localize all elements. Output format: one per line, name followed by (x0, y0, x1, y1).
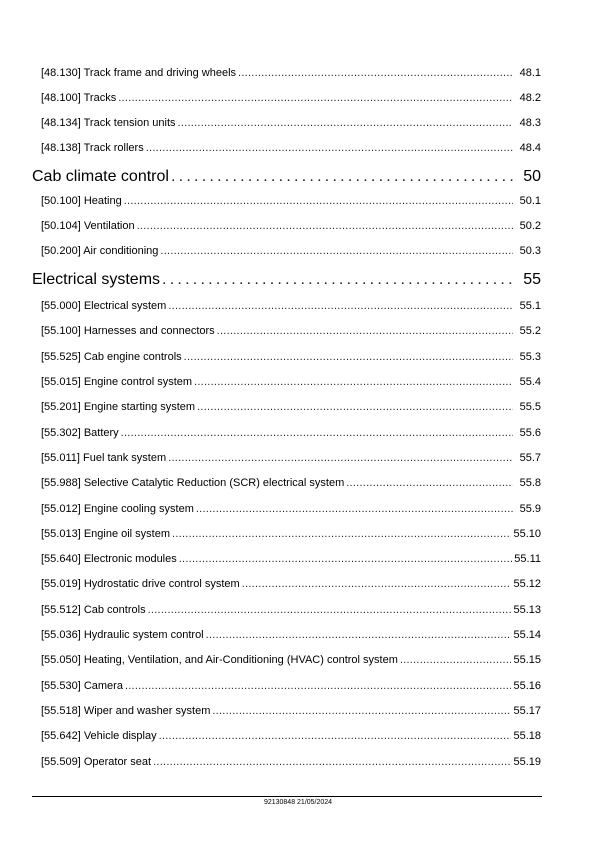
dot-leader (197, 401, 513, 413)
toc-entry-page: 55.18 (513, 730, 541, 742)
toc-section-label: Electrical systems (32, 271, 161, 288)
toc-entry[interactable] (41, 756, 541, 770)
toc-entry-page: 48.4 (519, 142, 541, 154)
toc-entry-page: 48.2 (519, 92, 541, 104)
toc-entry-page: 55.7 (519, 452, 541, 464)
toc-entry-page: 55.17 (513, 705, 541, 717)
toc-section[interactable] (32, 271, 541, 291)
toc-entry[interactable] (41, 401, 541, 415)
toc-entry[interactable] (41, 528, 541, 542)
dot-leader (184, 351, 513, 363)
toc-section-page: 55 (523, 271, 541, 288)
dot-leader (172, 528, 511, 540)
toc-entry-page: 55.2 (519, 325, 541, 337)
toc-entry-page: 48.1 (519, 67, 541, 79)
dot-leader (159, 730, 512, 742)
toc-entry[interactable] (41, 553, 541, 567)
toc-entry-label: [55.988] Selective Catalytic Reduction (SCR) electrical system (41, 477, 345, 489)
dot-leader (242, 578, 512, 590)
toc-entry-page: 55.14 (513, 629, 541, 641)
toc-entry-label: [55.302] Battery (41, 427, 119, 439)
toc-entry[interactable] (41, 67, 541, 81)
toc-entry[interactable] (41, 376, 541, 390)
toc-entry-page: 55.15 (513, 654, 541, 666)
toc-entry[interactable] (41, 142, 541, 156)
toc-entry-label: [55.512] Cab controls (41, 604, 146, 616)
toc-entry-page: 55.4 (519, 376, 541, 388)
toc-entry-label: [50.200] Air conditioning (41, 245, 159, 257)
toc-entry[interactable] (41, 220, 541, 234)
toc-entry-label: [55.100] Harnesses and connectors (41, 325, 215, 337)
toc-section[interactable] (32, 168, 541, 188)
toc-entry[interactable] (41, 92, 541, 106)
toc-entry[interactable] (41, 300, 541, 314)
toc-entry-page: 55.8 (519, 477, 541, 489)
toc-entry[interactable] (41, 629, 541, 643)
footer-document-id: 92130848 21/05/2024 (263, 799, 333, 806)
toc-entry[interactable] (41, 604, 541, 618)
toc-entry[interactable] (41, 245, 541, 259)
toc-entry-label: [55.012] Engine cooling system (41, 503, 194, 515)
dot-leader (168, 452, 513, 464)
toc-entry-label: [48.100] Tracks (41, 92, 117, 104)
toc-entry[interactable] (41, 503, 541, 517)
dot-leader (168, 300, 513, 312)
dot-leader (178, 117, 513, 129)
toc-entry-page: 55.12 (513, 578, 541, 590)
dot-leader (217, 325, 513, 337)
toc-entry-page: 55.10 (513, 528, 541, 540)
toc-entry-page: 48.3 (519, 117, 541, 129)
dot-leader (162, 271, 513, 289)
dot-leader (118, 92, 513, 104)
toc-entry[interactable] (41, 730, 541, 744)
toc-entry-page: 50.1 (519, 195, 541, 207)
toc-entry[interactable] (41, 117, 541, 131)
toc-entry-page: 55.19 (513, 756, 541, 768)
dot-leader (137, 220, 513, 232)
toc-entry-label: [55.509] Operator seat (41, 756, 152, 768)
toc-entry-label: [55.011] Fuel tank system (41, 452, 167, 464)
toc-entry-label: [50.100] Heating (41, 195, 122, 207)
toc-entry-page: 50.2 (519, 220, 541, 232)
dot-leader (148, 604, 512, 616)
toc-entry-label: [48.138] Track rollers (41, 142, 144, 154)
toc-entry[interactable] (41, 195, 541, 209)
toc-entry-label: [55.000] Electrical system (41, 300, 167, 312)
toc-entry-label: [55.015] Engine control system (41, 376, 193, 388)
toc-entry-page: 55.1 (519, 300, 541, 312)
toc-entry[interactable] (41, 578, 541, 592)
toc-entry-label: [55.201] Engine starting system (41, 401, 196, 413)
dot-leader (212, 705, 511, 717)
toc-entry[interactable] (41, 427, 541, 441)
dot-leader (206, 629, 512, 641)
dot-leader (194, 376, 513, 388)
toc-entry-label: [48.134] Track tension units (41, 117, 176, 129)
toc-entry[interactable] (41, 452, 541, 466)
dot-leader (171, 168, 513, 186)
dot-leader (146, 142, 513, 154)
toc-entry-page: 55.9 (519, 503, 541, 515)
dot-leader (400, 654, 512, 666)
dot-leader (160, 245, 513, 257)
toc-entry-label: [48.130] Track frame and driving wheels (41, 67, 237, 79)
toc-entry-label: [55.518] Wiper and washer system (41, 705, 211, 717)
footer-divider (32, 796, 542, 797)
toc-entry[interactable] (41, 325, 541, 339)
dot-leader (124, 195, 513, 207)
toc-entry-page: 55.5 (519, 401, 541, 413)
dot-leader (238, 67, 513, 79)
toc-entry-label: [55.013] Engine oil system (41, 528, 171, 540)
toc-entry[interactable] (41, 654, 541, 668)
dot-leader (179, 553, 513, 565)
toc-entry-label: [55.019] Hydrostatic drive control system (41, 578, 240, 590)
toc-entry-page: 55.3 (519, 351, 541, 363)
toc-entry[interactable] (41, 680, 541, 694)
toc-entry[interactable] (41, 705, 541, 719)
dot-leader (125, 680, 512, 692)
dot-leader (153, 756, 511, 768)
toc-entry-label: [55.530] Camera (41, 680, 123, 692)
toc-entry-page: 55.6 (519, 427, 541, 439)
toc-entry-page: 55.16 (513, 680, 541, 692)
toc-entry-label: [55.640] Electronic modules (41, 553, 177, 565)
toc-section-page: 50 (523, 168, 541, 185)
toc-entry[interactable] (41, 351, 541, 365)
dot-leader (196, 503, 513, 515)
toc-entry-label: [55.525] Cab engine controls (41, 351, 182, 363)
toc-entry[interactable] (41, 477, 541, 491)
toc-entry-label: [55.036] Hydraulic system control (41, 629, 204, 641)
toc-entry-page: 55.11 (514, 553, 541, 565)
dot-leader (121, 427, 513, 439)
toc-entry-label: [55.050] Heating, Ventilation, and Air-Conditioning (HVAC) control system (41, 654, 398, 666)
toc-section-label: Cab climate control (32, 168, 169, 185)
toc-entry-page: 55.13 (513, 604, 541, 616)
toc-entry-label: [55.642] Vehicle display (41, 730, 157, 742)
toc-entry-page: 50.3 (519, 245, 541, 257)
toc-entry-label: [50.104] Ventilation (41, 220, 135, 232)
dot-leader (346, 477, 513, 489)
